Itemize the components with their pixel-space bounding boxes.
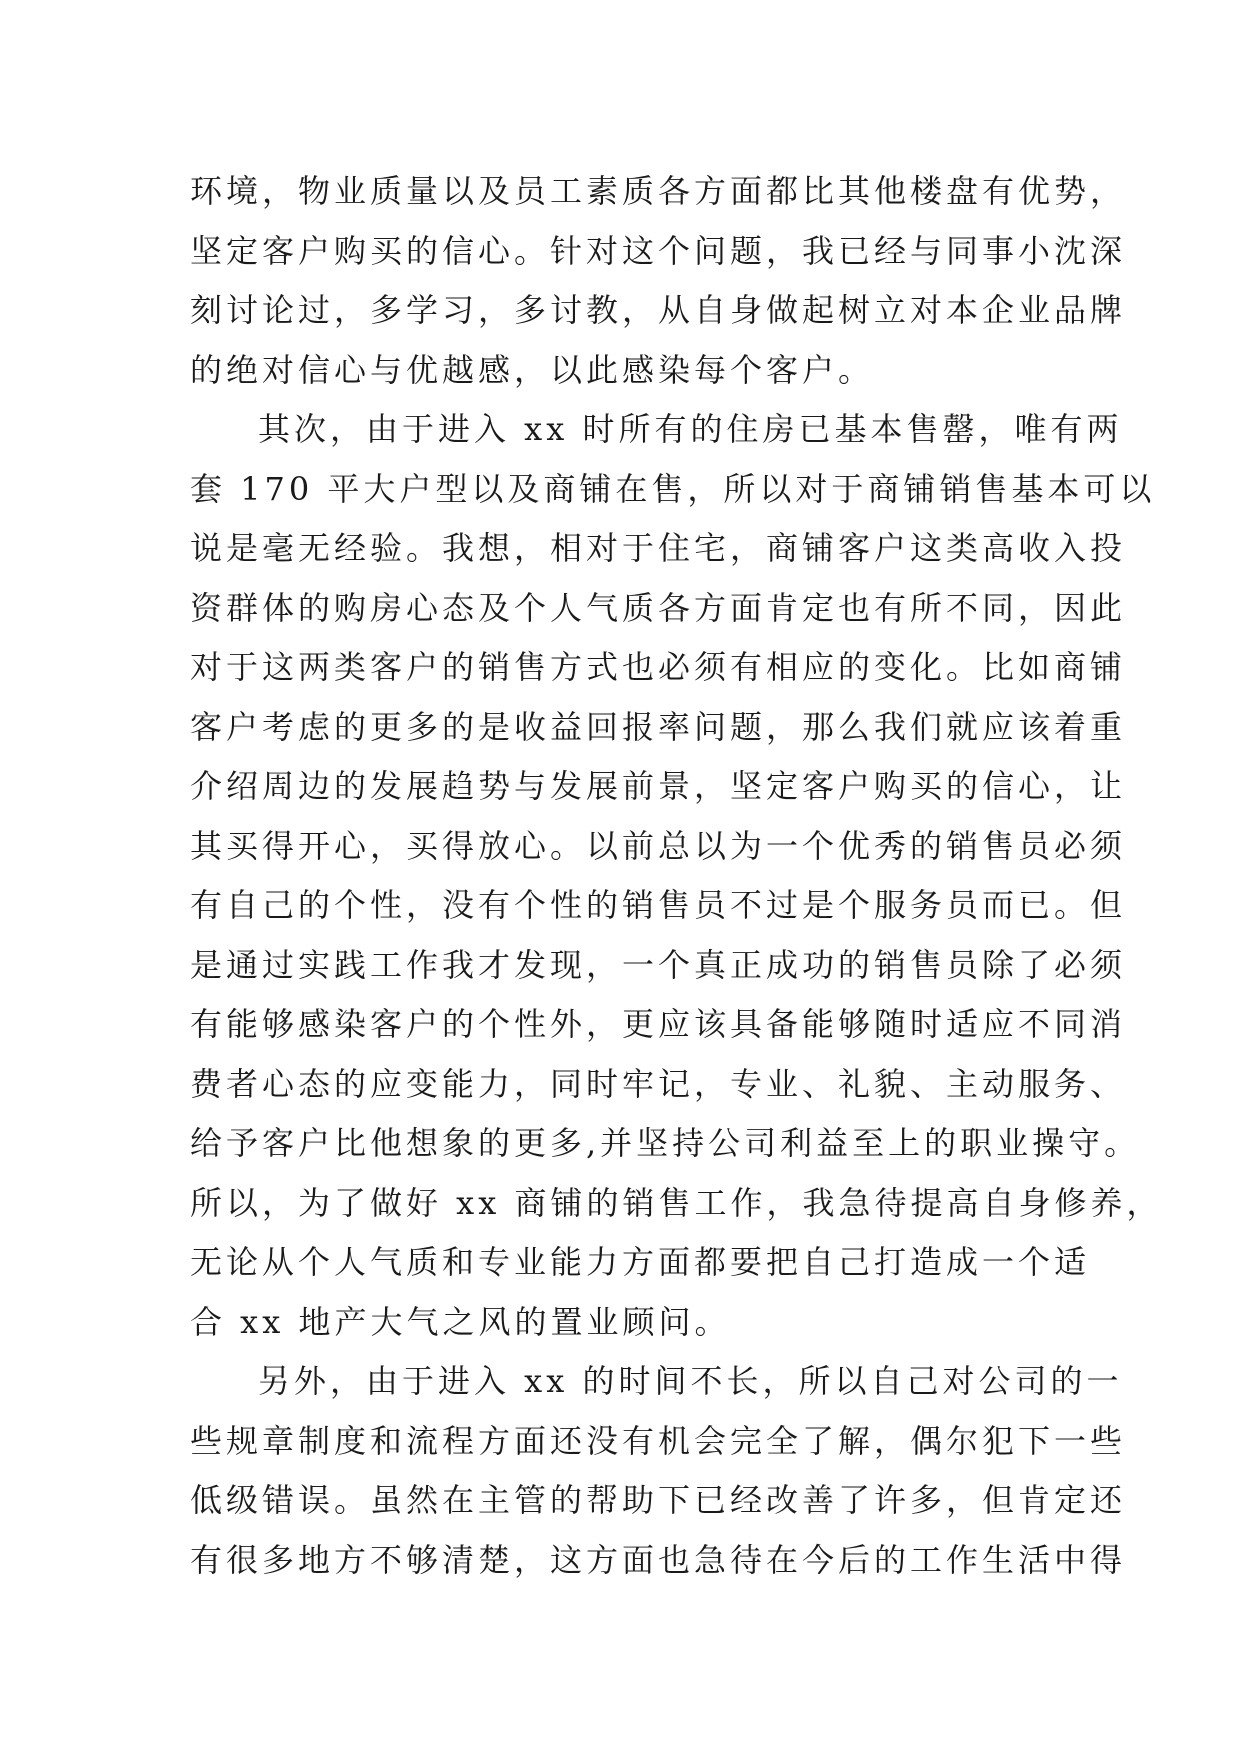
text-line: 介绍周边的发展趋势与发展前景，坚定客户购买的信心，让 xyxy=(190,767,1127,805)
text-line: 些规章制度和流程方面还没有机会完全了解，偶尔犯下一些 xyxy=(190,1421,1127,1460)
text-line: 对于这两类客户的销售方式也必须有相应的变化。比如商铺 xyxy=(190,648,1127,686)
text-line: 所以，为了做好 xx 商铺的销售工作，我急待提高自身修养， xyxy=(190,1183,1163,1222)
text-line: 环境，物业质量以及员工素质各方面都比其他楼盘有优势， xyxy=(190,172,1127,210)
text-line: 合 xx 地产大气之风的置业顾问。 xyxy=(190,1302,731,1341)
text-line: 套 170 平大户型以及商铺在售，所以对于商铺销售基本可以 xyxy=(190,469,1156,508)
text-line: 的绝对信心与优越感，以此感染每个客户。 xyxy=(190,350,875,389)
text-line: 坚定客户购买的信心。针对这个问题，我已经与同事小沈深 xyxy=(190,231,1127,270)
paragraph-first-line: 其次，由于进入 xx 时所有的住房已基本售罄，唯有两 xyxy=(258,410,1123,448)
text-line: 有能够感染客户的个性外，更应该具备能够随时适应不同消 xyxy=(190,1005,1127,1043)
paragraph-first-line: 另外，由于进入 xx 的时间不长，所以自己对公司的一 xyxy=(258,1362,1123,1400)
text-line: 给予客户比他想象的更多,并坚持公司利益至上的职业操守。 xyxy=(190,1124,1141,1162)
text-line: 说是毫无经验。我想，相对于住宅，商铺客户这类高收入投 xyxy=(190,529,1127,567)
body-text xyxy=(190,162,1163,1590)
text-line: 费者心态的应变能力，同时牢记，专业、礼貌、主动服务、 xyxy=(190,1064,1127,1103)
text-line: 其买得开心，买得放心。以前总以为一个优秀的销售员必须 xyxy=(190,826,1127,865)
text-line: 客户考虑的更多的是收益回报率问题，那么我们就应该着重 xyxy=(190,707,1127,746)
text-line: 是通过实践工作我才发现，一个真正成功的销售员除了必须 xyxy=(190,945,1127,984)
text-line: 无论从个人气质和专业能力方面都要把自己打造成一个适 xyxy=(190,1243,1091,1281)
text-line: 有很多地方不够清楚，这方面也急待在今后的工作生活中得 xyxy=(190,1540,1127,1579)
text-line: 低级错误。虽然在主管的帮助下已经改善了许多，但肯定还 xyxy=(190,1481,1127,1519)
text-line: 有自己的个性，没有个性的销售员不过是个服务员而已。但 xyxy=(190,886,1127,924)
text-line: 资群体的购房心态及个人气质各方面肯定也有所不同，因此 xyxy=(190,588,1127,627)
text-line: 刻讨论过，多学习，多讨教，从自身做起树立对本企业品牌 xyxy=(190,291,1127,329)
